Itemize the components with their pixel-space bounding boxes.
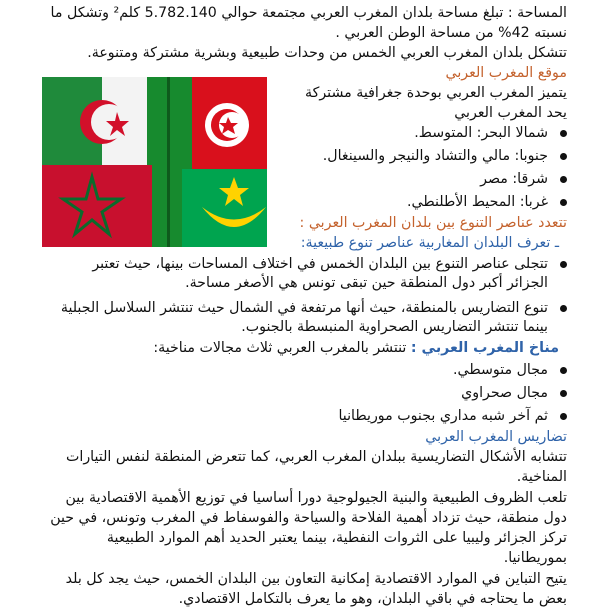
economy-paragraph-line-4: بموريطانيا.: [503, 550, 567, 566]
area-diversity-line-2: الجزائر أكبر دول المنطقة حين تبقى تونس هي الأصغر مساحة.: [185, 275, 548, 291]
diversity-subheading: ـ تعرف البلدان المغاربية عناصر تنوع طبيعية:: [300, 235, 559, 251]
border-north-item: [414, 124, 567, 142]
area-text-line-1: المساحة : تبلغ مساحة بلدان المغرب العربي مجتمعة حوالي 5.782.140 كلم² وتشكل ما: [50, 5, 567, 21]
border-east-item: [480, 170, 567, 188]
bullet-icon: [560, 390, 567, 397]
maghreb-flags-image: [42, 77, 267, 247]
economy-paragraph-line-3: تركز الجزائر وليبيا على الثروات النفطية، بينما يعتبر الحديد أهم الموارد الطبيعية: [106, 530, 567, 546]
border-east-text: شرقا: مصر: [480, 171, 548, 187]
climate-desert-item: [461, 384, 567, 402]
relief-diversity-line-1: تنوع التضاريس بالمنطقة، حيث أنها مرتفعة في الشمال حيث تنتشر السلاسل الجبلية: [60, 300, 548, 316]
economy-paragraph-line-2: دول منطقة، حيث تزداد أهمية الفلاحة والسياحة والفوسفاط في المغرب وتونس، في حين: [50, 510, 567, 526]
relief-diversity-item: [61, 299, 567, 317]
economy-paragraph-line-1: تلعب الظروف الطبيعية والبنية الجيولوجية دورا أساسيا في توزيع الأهمية الاقتصادية بين: [65, 490, 567, 506]
relief-paragraph-line-2: المناخية.: [516, 469, 567, 485]
bullet-icon: [560, 367, 567, 374]
area-diversity-item: [92, 255, 567, 273]
border-north-text: شمالا البحر: المتوسط.: [414, 125, 548, 141]
climate-subtropical-text: ثم آخر شبه مداري بجنوب موريطانيا: [338, 408, 548, 424]
area-text-line-2: نسبته 42% من مساحة الوطن العربي .: [335, 25, 567, 41]
climate-intro: تنتشر بالمغرب العربي ثلاث مجالات مناخية:: [153, 340, 407, 356]
climate-row: [42, 339, 559, 357]
integration-paragraph-line-1: يتيح التباين في الموارد الاقتصادية إمكانية التعاون بين البلدان الخمس، حيث يجد كل بلد: [65, 571, 567, 587]
integration-paragraph-line-2: بعض ما يحتاجه في باقي البلدان، وهو ما يعرف بالتكامل الاقتصادي.: [178, 591, 567, 607]
diversity-heading: تتعدد عناصر التنوع بين بلدان المغرب العربي :: [299, 215, 567, 231]
relief-diversity-line-2: بينما تنتشر التضاريس الصحراوية المنبسطة بالجنوب.: [241, 319, 548, 335]
bullet-icon: [560, 176, 567, 183]
border-west-item: [407, 193, 567, 211]
bullet-icon: [560, 413, 567, 420]
flags-illustration: [42, 77, 267, 247]
border-south-item: [323, 147, 567, 165]
composition-text: تتشكل بلدان المغرب العربي الخمس من وحدات طبيعية وبشرية مشتركة ومتنوعة.: [87, 45, 567, 61]
bullet-icon: [560, 130, 567, 137]
border-west-text: غربا: المحيط الأطلنطي.: [407, 194, 548, 210]
climate-med-text: مجال متوسطي.: [453, 362, 548, 378]
border-south-text: جنوبا: مالي والتشاد والنيجر والسينغال.: [322, 148, 548, 164]
geographic-unity-text: يتميز المغرب العربي بوحدة جغرافية مشتركة: [304, 85, 567, 101]
bullet-icon: [560, 305, 567, 312]
climate-subtropical-item: [338, 407, 567, 425]
bullet-icon: [560, 199, 567, 206]
bullet-icon: [560, 261, 567, 268]
climate-heading: مناخ المغرب العربي :: [410, 340, 559, 356]
relief-paragraph-line-1: تتشابه الأشكال التضاريسية ببلدان المغرب العربي، كما تتعرض المنطقة لنفس التيارات: [66, 449, 567, 465]
bullet-icon: [560, 153, 567, 160]
area-diversity-line-1: تتجلى عناصر التنوع بين البلدان الخمس في اختلاف المساحات بينها، حيث تعتبر: [92, 256, 548, 272]
climate-desert-text: مجال صحراوي: [461, 385, 548, 401]
location-heading: موقع المغرب العربي: [445, 65, 567, 81]
borders-intro: يحد المغرب العربي: [454, 105, 567, 121]
climate-med-item: [453, 361, 567, 379]
relief-heading: تضاريس المغرب العربي: [425, 429, 567, 445]
